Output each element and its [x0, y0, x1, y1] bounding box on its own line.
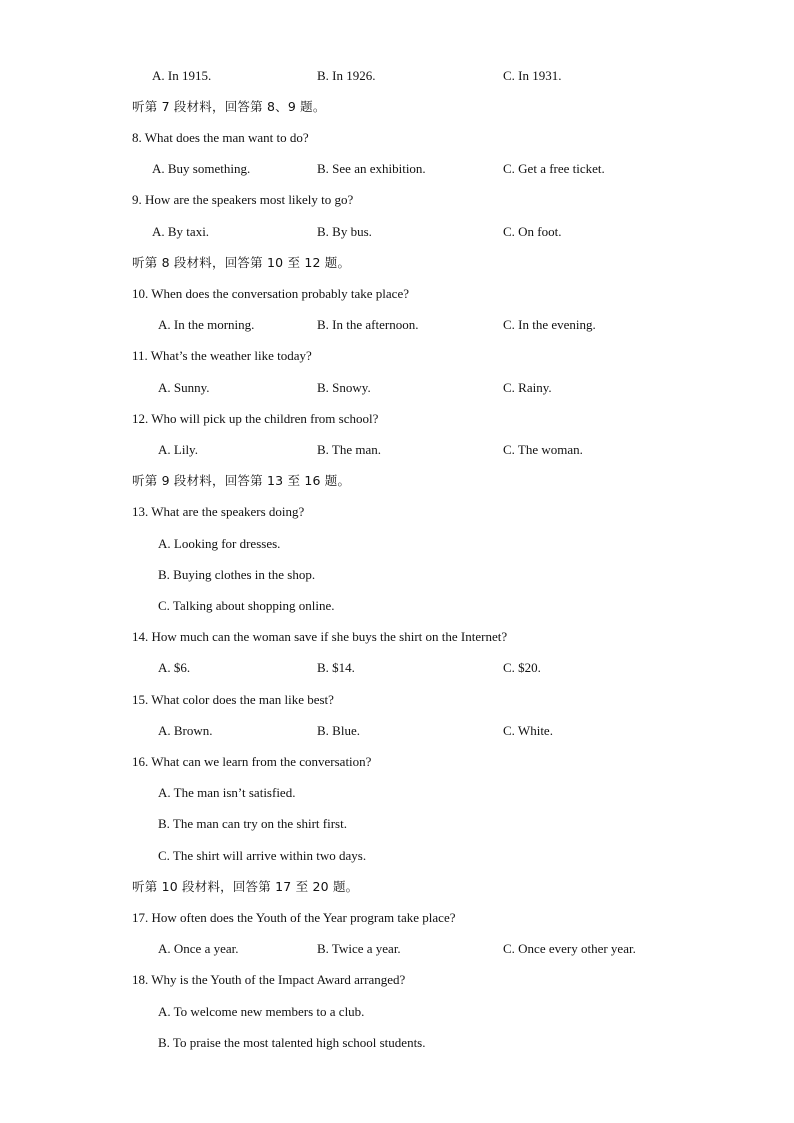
section-heading: 听第 10 段材料，回答第 17 至 20 题。	[132, 879, 359, 894]
question-17: 17. How often does the Youth of the Year program take place?	[132, 910, 456, 925]
option-c: C. Talking about shopping online.	[158, 598, 335, 613]
option-a: A. Buy something.	[152, 161, 251, 176]
options-row	[0, 159, 794, 179]
option-b: B. Twice a year.	[317, 941, 401, 956]
option-a: A. In 1915.	[152, 68, 212, 83]
option-a: A. The man isn’t satisfied.	[158, 785, 296, 800]
option-a: A. Looking for dresses.	[158, 536, 281, 551]
question-14: 14. How much can the woman save if she buys the shirt on the Internet?	[132, 629, 508, 644]
option-a: A. Sunny.	[158, 380, 210, 395]
option-b: B. In the afternoon.	[317, 317, 419, 332]
options-row	[0, 378, 794, 398]
options-row	[0, 315, 794, 335]
option-a: A. Brown.	[158, 723, 213, 738]
option-b: B. Buying clothes in the shop.	[158, 567, 316, 582]
options-row	[0, 658, 794, 678]
options-row	[0, 222, 794, 242]
option-b: B. Snowy.	[317, 380, 371, 395]
option-b: B. The man can try on the shirt first.	[158, 816, 347, 831]
question-16: 16. What can we learn from the conversation?	[132, 754, 372, 769]
option-c: C. $20.	[503, 660, 541, 675]
section-heading: 听第 9 段材料，回答第 13 至 16 题。	[132, 473, 351, 488]
section-heading: 听第 8 段材料，回答第 10 至 12 题。	[132, 255, 351, 270]
option-c: C. On foot.	[503, 224, 562, 239]
option-b: B. By bus.	[317, 224, 372, 239]
question-10: 10. When does the conversation probably take place?	[132, 286, 409, 301]
option-c: C. Rainy.	[503, 380, 552, 395]
option-a: A. Lily.	[158, 442, 198, 457]
option-b: B. In 1926.	[317, 68, 376, 83]
option-b: B. See an exhibition.	[317, 161, 426, 176]
question-8: 8. What does the man want to do?	[132, 130, 309, 145]
question-11: 11. What’s the weather like today?	[132, 348, 312, 363]
option-a: A. By taxi.	[152, 224, 210, 239]
option-b: B. $14.	[317, 660, 355, 675]
option-a: A. Once a year.	[158, 941, 239, 956]
options-row	[0, 440, 794, 460]
question-15: 15. What color does the man like best?	[132, 692, 334, 707]
options-row	[0, 66, 794, 86]
option-b: B. Blue.	[317, 723, 360, 738]
option-a: A. $6.	[158, 660, 191, 675]
option-a: A. In the morning.	[158, 317, 255, 332]
question-9: 9. How are the speakers most likely to go?	[132, 192, 354, 207]
option-c: C. Get a free ticket.	[503, 161, 605, 176]
question-12: 12. Who will pick up the children from school?	[132, 411, 379, 426]
option-c: C. In 1931.	[503, 68, 562, 83]
options-row	[0, 939, 794, 959]
option-c: C. The shirt will arrive within two days.	[158, 848, 367, 863]
option-b: B. To praise the most talented high school students.	[158, 1035, 426, 1050]
option-c: C. In the evening.	[503, 317, 596, 332]
options-row	[0, 721, 794, 741]
option-c: C. White.	[503, 723, 553, 738]
section-heading: 听第 7 段材料，回答第 8、9 题。	[132, 99, 326, 114]
option-b: B. The man.	[317, 442, 382, 457]
question-13: 13. What are the speakers doing?	[132, 504, 305, 519]
option-c: C. Once every other year.	[503, 941, 636, 956]
question-18: 18. Why is the Youth of the Impact Award arranged?	[132, 972, 406, 987]
option-c: C. The woman.	[503, 442, 583, 457]
option-a: A. To welcome new members to a club.	[158, 1004, 365, 1019]
